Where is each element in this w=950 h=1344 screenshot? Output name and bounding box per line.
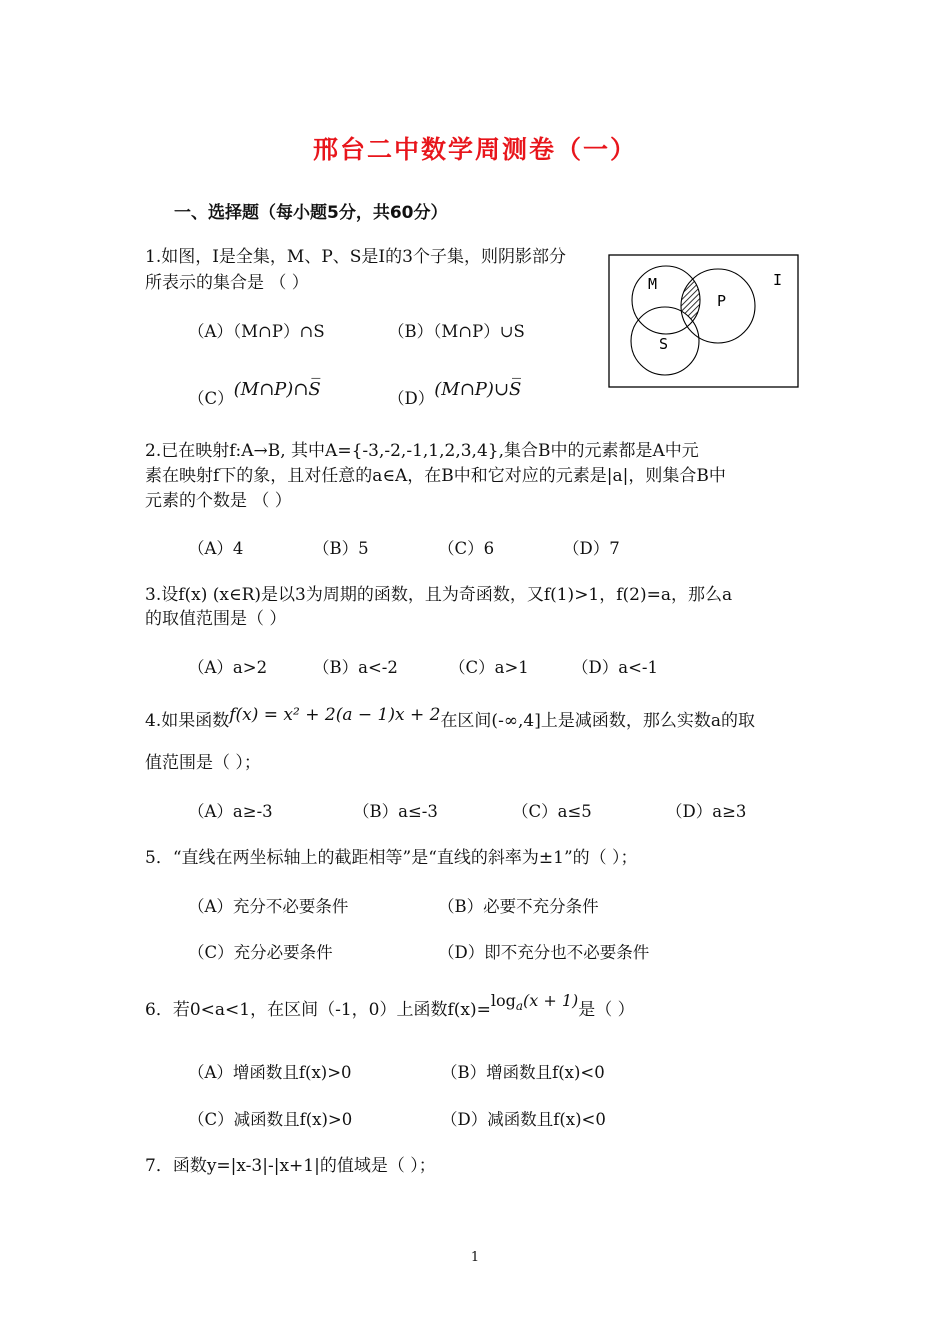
page-number: 1 (470, 1250, 480, 1265)
q1-option-c (188, 379, 321, 409)
q2-line2: 素在映射f下的象，且对任意的a∈A，在B中和它对应的元素是|a|，则集合B中 (145, 466, 726, 486)
q4-formula: f(x) = x² + 2(a − 1)x + 2 (229, 705, 441, 725)
page-title: 邢台二中数学周测卷（一） (312, 135, 637, 164)
q3-line2: 的取值范围是（ ） (145, 609, 287, 629)
q2-option-c: （C）6 (438, 539, 495, 558)
q7-line1: 7．函数y=|x-3|-|x+1|的值域是（ ）； (145, 1156, 436, 1176)
q6-suffix: 是（ ） (578, 1000, 635, 1020)
q6-log-base: a (515, 999, 523, 1014)
q3-option-b: （B）a<-2 (313, 658, 398, 677)
q3-option-d: （D）a<-1 (572, 658, 658, 677)
q6-option-d: （D）减函数且f(x)<0 (441, 1110, 606, 1129)
q2-option-b: （B）5 (313, 539, 369, 558)
q4-line1 (145, 705, 755, 734)
q1-option-c-formula: (M∩P)∩S̅ (233, 379, 321, 400)
q4-suffix: 在区间(-∞,4]上是减函数，那么实数a的取 (440, 711, 755, 731)
q4-option-d: （D）a≥3 (666, 802, 747, 821)
q5-option-a: （A）充分不必要条件 (188, 897, 349, 916)
section-heading: 一、选择题（每小题5分，共60分） (174, 203, 448, 223)
q4-prefix: 4.如果函数 (145, 711, 230, 731)
q5-option-c: （C）充分必要条件 (188, 943, 333, 962)
q6-line1 (145, 991, 635, 1028)
q3-line1: 3.设f(x) (x∈R)是以3为周期的函数，且为奇函数，又f(1)>1，f(2)=a，那么a (145, 585, 733, 605)
q6-prefix: 6．若0<a<1，在区间（-1，0）上函数f(x)= (145, 1000, 491, 1020)
q6-option-b: （B）增函数且f(x)<0 (441, 1063, 605, 1082)
q2-line3: 元素的个数是 （ ） (145, 491, 292, 511)
q6-log: log (490, 991, 516, 1010)
label-m: M (648, 275, 658, 293)
q1-option-d-label: （D） (388, 389, 435, 408)
q3-option-a: （A）a>2 (188, 658, 268, 677)
label-i: I (773, 271, 783, 289)
q5-option-d: （D）即不充分也不必要条件 (438, 943, 650, 962)
q1-line2: 所表示的集合是 （ ） (145, 273, 309, 293)
q4-option-b: （B）a≤-3 (353, 802, 438, 821)
q5-line1: 5．“直线在两坐标轴上的截距相等”是“直线的斜率为±1”的（ ）； (145, 848, 638, 868)
q3-option-c: （C）a>1 (449, 658, 529, 677)
q6-log-arg: (x + 1) (523, 991, 579, 1010)
venn-diagram (608, 254, 799, 388)
q1-line1: 1.如图，I是全集，M、P、S是I的3个子集，则阴影部分 (145, 247, 566, 267)
q2-option-d: （D）7 (563, 539, 620, 558)
q4-line2: 值范围是（ ）； (145, 753, 261, 773)
q2-option-a: （A）4 (188, 539, 244, 558)
q1-option-a: （A）（M∩P）∩S (188, 322, 325, 341)
label-s: S (659, 335, 669, 353)
q6-formula (490, 991, 579, 1014)
q4-option-c: （C）a≤5 (512, 802, 592, 821)
q1-option-c-label: （C） (188, 389, 234, 408)
label-p: P (717, 292, 727, 310)
shaded-region (608, 254, 799, 388)
q5-option-b: （B）必要不充分条件 (438, 897, 599, 916)
q6-option-c: （C）减函数且f(x)>0 (188, 1110, 353, 1129)
q4-option-a: （A）a≥-3 (188, 802, 273, 821)
q1-option-b: （B）（M∩P）∪S (388, 322, 525, 341)
q1-option-d (388, 379, 522, 409)
q1-option-d-formula: (M∩P)∪S̅ (434, 379, 522, 400)
q6-option-a: （A）增函数且f(x)>0 (188, 1063, 352, 1082)
q2-line1: 2.已在映射f:A→B, 其中A={-3,-2,-1,1,2,3,4},集合B中的元素都是A中元 (145, 441, 699, 461)
